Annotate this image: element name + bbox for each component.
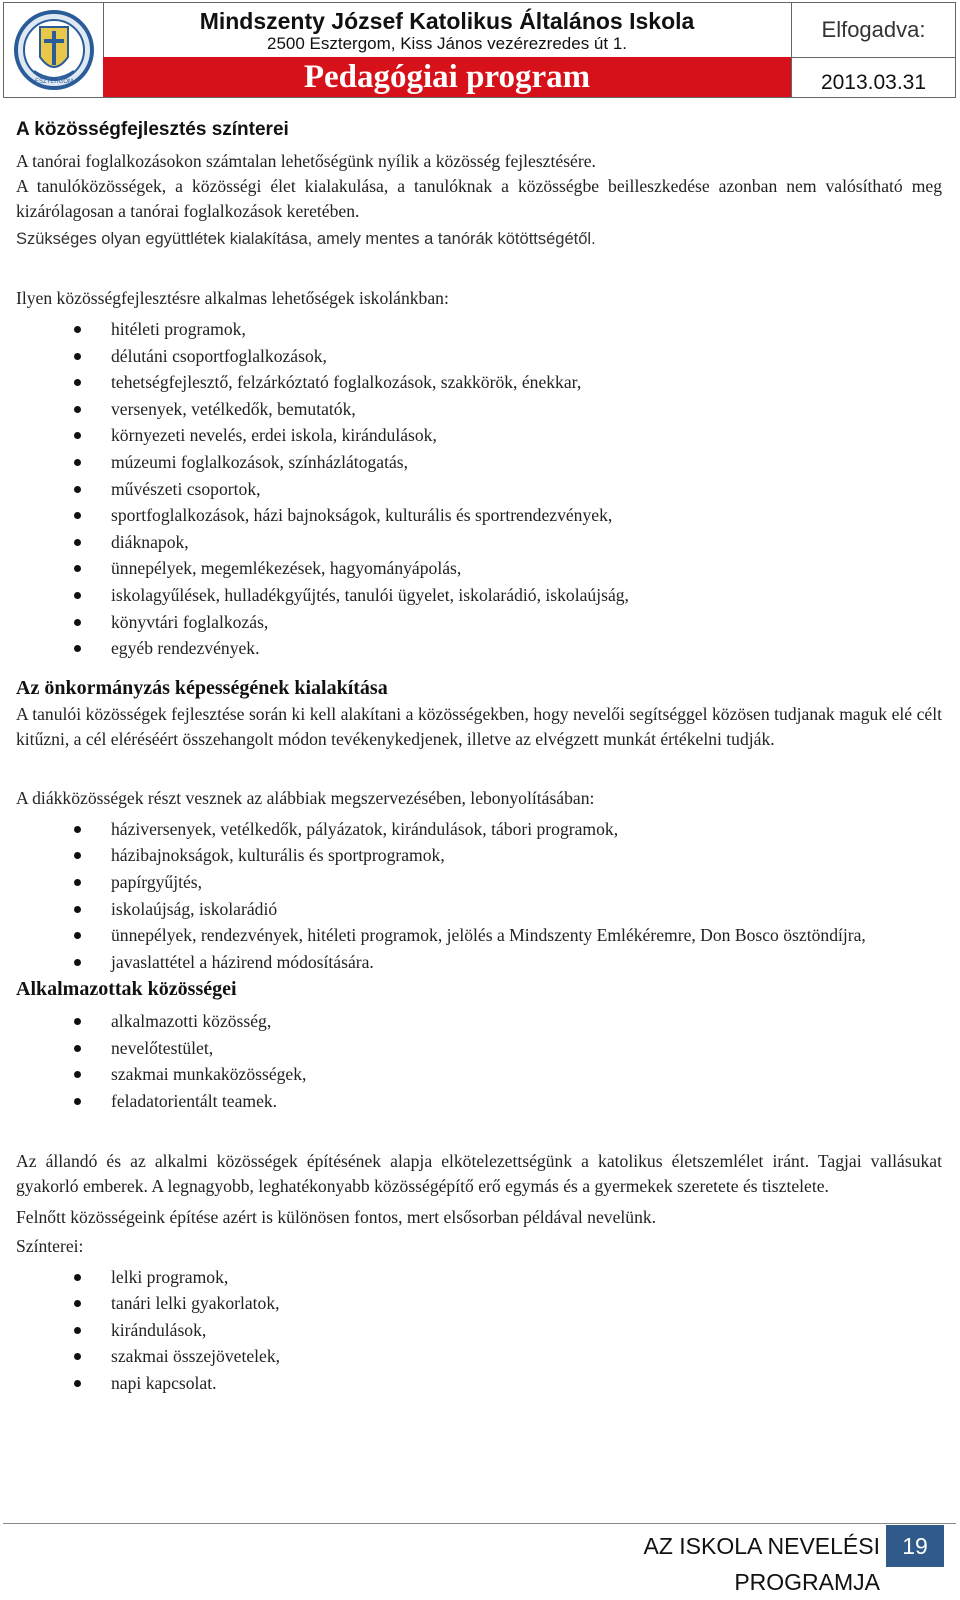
footer-label: AZ ISKOLA NEVELÉSI PROGRAMJA xyxy=(643,1533,880,1595)
list-item: diáknapok, xyxy=(16,529,942,556)
list-item: délutáni csoportfoglalkozások, xyxy=(16,343,942,370)
bullet-icon xyxy=(74,486,81,493)
list-item: ünnepélyek, rendezvények, hitéleti programok, jelölés a Mindszenty Emlékéremre, Don Bosco ösztöndíjra, xyxy=(16,922,942,949)
school-name: Mindszenty József Katolikus Általános Iskola xyxy=(199,8,695,34)
paragraph: Az állandó és az alkalmi közösségek építésének alapja elkötelezettségünk a katolikus életszemlélet iránt. Tagjai vallásukat gyakorló emberek. A legnagyobb, leghatékonyabb közösségépítő erő egymás és a gyermekek szeretete és tisztelete. xyxy=(16,1150,942,1196)
bullet-icon xyxy=(74,1045,81,1052)
logo-cell xyxy=(4,3,104,97)
logo-text: ESZTERGOM xyxy=(34,79,73,85)
list-item: lelki programok, xyxy=(16,1264,942,1291)
bullet-icon xyxy=(74,826,81,833)
accepted-date: 2013.03.31 xyxy=(820,71,927,94)
list-item: szakmai munkaközösségek, xyxy=(16,1061,942,1088)
school-logo-icon xyxy=(12,5,96,95)
bullet-icon xyxy=(74,379,81,386)
list-item: ünnepélyek, megemlékezések, hagyományápolás, xyxy=(16,555,942,582)
list-item: napi kapcsolat. xyxy=(16,1370,942,1397)
bullet-icon xyxy=(74,1018,81,1025)
bullet-icon xyxy=(74,406,81,413)
program-title: Pedagógiai program xyxy=(103,57,792,97)
section-title-self-government: Az önkormányzás képességének kialakítása xyxy=(16,676,388,699)
page-header xyxy=(3,2,956,98)
list-item: versenyek, vetélkedők, bemutatók, xyxy=(16,396,942,423)
paragraph: Felnőtt közösségeink építése azért is különösen fontos, mert elsősorban példával nevelünk. xyxy=(16,1206,657,1227)
paragraph: A tanulóközösségek, a közösségi élet kialakulása, a tanulóknak a közösségbe beilleszkedése azonban nem valósítható meg kizárólagosan a tanórai foglalkozások keretében. xyxy=(16,176,942,221)
bullet-icon xyxy=(74,906,81,913)
paragraph: Szükséges olyan együttlétek kialakítása, amely mentes a tanórák kötöttségétől. xyxy=(16,230,596,248)
bullet-icon xyxy=(74,1327,81,1334)
bullet-icon xyxy=(74,879,81,886)
bullet-icon xyxy=(74,1071,81,1078)
bullet-icon xyxy=(74,1274,81,1281)
bullet-icon xyxy=(74,852,81,859)
list-item: sportfoglalkozások, házi bajnokságok, kulturális és sportrendezvények, xyxy=(16,502,942,529)
footer-divider xyxy=(3,1523,956,1524)
list-item: tanári lelki gyakorlatok, xyxy=(16,1290,942,1317)
list-item: kirándulások, xyxy=(16,1317,942,1344)
page-number: 19 xyxy=(886,1525,944,1567)
paragraph: A tanulói közösségek fejlesztése során ki kell alakítani a közösségekben, hogy nevelői segítséggel közösen tudjanak maguk elé célt kitűzni, a cél eléréséért összehangolt módon tevékenykedjenek, illetve az elvégzett munkát értékelni tudják. xyxy=(16,703,942,749)
list-item: művészeti csoportok, xyxy=(16,476,942,503)
list-item: múzeumi foglalkozások, színházlátogatás, xyxy=(16,449,942,476)
list-item: tehetségfejlesztő, felzárkóztató foglalkozások, szakkörök, énekkar, xyxy=(16,369,942,396)
list-item: iskolagyűlések, hulladékgyűjtés, tanulói ügyelet, iskolarádió, iskolaújság, xyxy=(16,582,942,609)
bullet-icon xyxy=(74,1300,81,1307)
employee-communities-list xyxy=(16,1008,942,1114)
list-item: hitéleti programok, xyxy=(16,316,942,343)
section-title-employees: Alkalmazottak közösségei xyxy=(16,978,237,1001)
list-item: egyéb rendezvények. xyxy=(16,635,942,662)
document-body xyxy=(16,116,942,1397)
bullet-icon xyxy=(74,592,81,599)
school-title-cell xyxy=(103,3,792,57)
bullet-icon xyxy=(74,959,81,966)
paragraph: A tanórai foglalkozásokon számtalan lehetőségünk nyílik a közösség fejlesztésére. xyxy=(16,151,596,171)
student-activities-list xyxy=(16,816,942,976)
opportunities-list xyxy=(16,316,942,662)
bullet-icon xyxy=(74,326,81,333)
list-item: háziversenyek, vetélkedők, pályázatok, kirándulások, tábori programok, xyxy=(16,816,942,843)
list-item: papírgyűjtés, xyxy=(16,869,942,896)
list-item: feladatorientált teamek. xyxy=(16,1088,942,1115)
bullet-icon xyxy=(74,432,81,439)
list-item: alkalmazotti közösség, xyxy=(16,1008,942,1035)
venues-list xyxy=(16,1264,942,1397)
bullet-icon xyxy=(74,619,81,626)
bullet-icon xyxy=(74,1098,81,1105)
list-item: házibajnokságok, kulturális és sportprogramok, xyxy=(16,842,942,869)
school-address: 2500 Esztergom, Kiss János vezérezredes út 1. xyxy=(266,34,627,53)
bullet-icon xyxy=(74,932,81,939)
accepted-label: Elfogadva: xyxy=(792,3,955,58)
list-item: szakmai összejövetelek, xyxy=(16,1343,942,1370)
section-title-community: A közösségfejlesztés színterei xyxy=(16,119,289,140)
bullet-icon xyxy=(74,459,81,466)
list-intro: Színterei: xyxy=(16,1235,84,1256)
list-intro: Ilyen közösségfejlesztésre alkalmas lehetőségek iskolánkban: xyxy=(16,288,449,308)
bullet-icon xyxy=(74,1380,81,1387)
list-item: javaslattétel a házirend módosítására. xyxy=(16,949,942,976)
list-item: könyvtári foglalkozás, xyxy=(16,609,942,636)
bullet-icon xyxy=(74,353,81,360)
list-item: iskolaújság, iskolarádió xyxy=(16,896,942,923)
bullet-icon xyxy=(74,565,81,572)
bullet-icon xyxy=(74,539,81,546)
list-item: környezeti nevelés, erdei iskola, kirándulások, xyxy=(16,422,942,449)
list-intro: A diákközösségek részt vesznek az alábbiak megszervezésében, lebonyolításában: xyxy=(16,787,595,808)
bullet-icon xyxy=(74,645,81,652)
bullet-icon xyxy=(74,512,81,519)
bullet-icon xyxy=(74,1353,81,1360)
list-item: nevelőtestület, xyxy=(16,1035,942,1062)
